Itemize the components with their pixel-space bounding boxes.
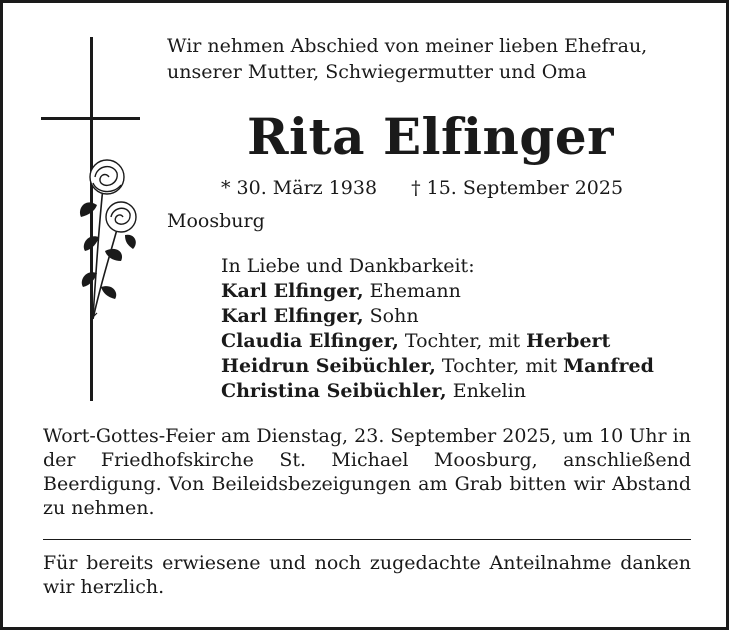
mourner-entry: [221, 379, 654, 404]
intro-line: unserer Mutter, Schwiegermutter und Oma: [167, 61, 587, 83]
deceased-name: Rita Elfinger: [247, 107, 615, 166]
place-of-residence: Moosburg: [167, 210, 265, 232]
death-date: † 15. September 2025: [411, 177, 624, 199]
mourner-entry: [221, 304, 654, 329]
mourner-partner: Manfred: [563, 355, 654, 377]
thanks-text: Für bereits erwiesene und noch zugedachte Anteilnahme danken wir herzlich.: [43, 552, 691, 598]
mourner-name: Karl Elfinger,: [221, 280, 364, 302]
mourner-partner: Herbert: [526, 330, 611, 352]
mourners-heading: In Liebe und Dankbarkeit:: [221, 255, 475, 277]
mourner-relation: Sohn: [363, 305, 419, 327]
mourner-name: Heidrun Seibüchler,: [221, 355, 436, 377]
cross-with-roses-icon: [41, 37, 145, 403]
mourner-name: Claudia Elfinger,: [221, 330, 399, 352]
life-dates: [221, 176, 623, 200]
mourners-list: [221, 254, 654, 404]
mourner-entry: [221, 279, 654, 304]
birth-date: * 30. März 1938: [221, 177, 378, 199]
mourner-relation: Tochter, mit: [435, 355, 564, 377]
mourner-entry: [221, 354, 654, 379]
mourner-relation: Ehemann: [363, 280, 461, 302]
mourner-entry: [221, 329, 654, 354]
mourner-relation: Tochter, mit: [398, 330, 527, 352]
mourner-relation: Enkelin: [446, 380, 526, 402]
intro-text: [167, 34, 647, 86]
mourner-name: Christina Seibüchler,: [221, 380, 447, 402]
ceremony-details: Wort-Gottes-Feier am Dienstag, 23. September 2025, um 10 Uhr in der Friedhofskirche St. Michael Moosburg, anschließend Beerdigung. Von Beileidsbezeigungen am Grab bitten wir Abstand zu nehmen.: [43, 425, 691, 519]
intro-line: Wir nehmen Abschied von meiner lieben Ehefrau,: [167, 35, 648, 57]
divider: [43, 539, 691, 540]
mourner-name: Karl Elfinger,: [221, 305, 364, 327]
